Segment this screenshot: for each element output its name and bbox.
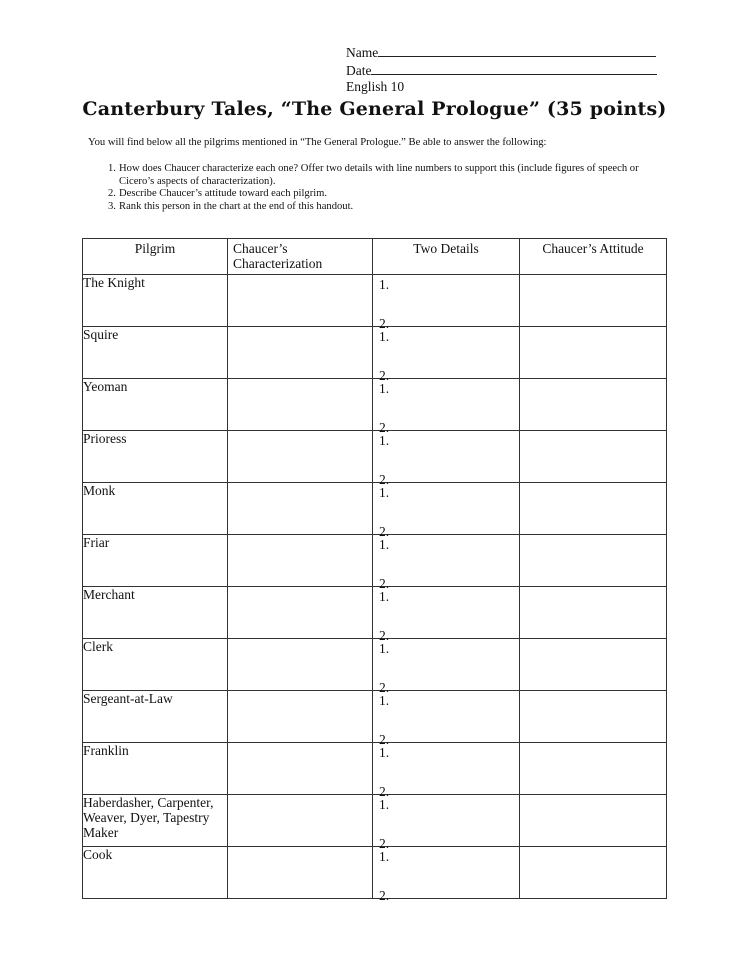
characterization-cell[interactable]: [228, 275, 373, 327]
detail-one-label: 1.: [379, 849, 390, 864]
detail-one-label: 1.: [379, 797, 390, 812]
pilgrim-name: Squire: [83, 327, 228, 379]
detail-two-label: 2.: [379, 888, 390, 903]
date-label: Date: [346, 62, 372, 78]
pilgrim-name: Cook: [83, 847, 228, 899]
attitude-cell[interactable]: [520, 743, 667, 795]
student-info-header: [346, 44, 657, 96]
pilgrim-name: Merchant: [83, 587, 228, 639]
characterization-cell[interactable]: [228, 483, 373, 535]
detail-two-label: 2.: [379, 784, 390, 799]
course-label: English 10: [346, 79, 405, 94]
header-two-details: Two Details: [373, 239, 520, 275]
instruction-text: Describe Chaucer’s attitude toward each pilgrim.: [119, 188, 328, 199]
instruction-text: Rank this person in the chart at the end of this handout.: [119, 200, 354, 212]
name-blank[interactable]: [378, 44, 656, 57]
date-line: [346, 62, 657, 80]
intro-text: You will find below all the pilgrims mentioned in “The General Prologue.” Be able to answer the following:: [88, 137, 547, 148]
instruction-item: [88, 163, 668, 188]
header-attitude: Chaucer’s Attitude: [520, 239, 667, 275]
detail-two-label: 2.: [379, 680, 390, 695]
detail-two-label: 2.: [379, 316, 390, 331]
pilgrim-name: Friar: [83, 535, 228, 587]
attitude-cell[interactable]: [520, 691, 667, 743]
detail-one-label: 1.: [379, 329, 390, 344]
pilgrim-name: Prioress: [83, 431, 228, 483]
detail-two-label: 2.: [379, 628, 390, 643]
table-row: [83, 743, 667, 795]
pilgrim-name: Sergeant-at-Law: [83, 691, 228, 743]
detail-two-label: 2.: [379, 732, 390, 747]
table-row: [83, 431, 667, 483]
table-header-row: [83, 239, 667, 275]
table-row: [83, 379, 667, 431]
details-cell[interactable]: [373, 691, 520, 747]
attitude-cell[interactable]: [520, 483, 667, 535]
detail-two-label: 2.: [379, 368, 390, 383]
table-row: [83, 275, 667, 327]
details-cell[interactable]: [373, 379, 520, 435]
instruction-number: 3.: [108, 200, 116, 212]
table-row: [83, 691, 667, 743]
detail-two-label: 2.: [379, 576, 390, 591]
table-row: [83, 327, 667, 379]
pilgrim-name: Monk: [83, 483, 228, 535]
name-label: Name: [346, 45, 379, 60]
table-row: [83, 483, 667, 535]
details-cell[interactable]: [373, 327, 520, 383]
detail-one-label: 1.: [379, 641, 390, 656]
detail-two-label: 2.: [379, 524, 390, 539]
attitude-cell[interactable]: [520, 327, 667, 379]
detail-two-label: 2.: [379, 836, 390, 851]
date-blank[interactable]: [371, 62, 657, 75]
detail-one-label: 1.: [379, 277, 390, 292]
details-cell[interactable]: [373, 275, 520, 331]
attitude-cell[interactable]: [520, 535, 667, 587]
table-row: [83, 535, 667, 587]
instruction-item: [88, 188, 668, 201]
detail-two-label: 2.: [379, 472, 390, 487]
details-cell[interactable]: [373, 431, 520, 487]
details-cell[interactable]: [373, 483, 520, 539]
instruction-number: 2.: [108, 188, 116, 199]
table-row: [83, 587, 667, 639]
instructions-list: [88, 163, 668, 213]
instruction-number: 1.: [108, 163, 116, 174]
instruction-text: How does Chaucer characterize each one? Offer two details with line numbers to support this (include figures of speech or Cicero’s aspects of characterization).: [119, 163, 639, 187]
details-cell[interactable]: [373, 587, 520, 643]
pilgrim-chart: [82, 238, 667, 903]
details-cell[interactable]: [373, 847, 520, 903]
table-row: [83, 847, 667, 899]
details-cell[interactable]: [373, 639, 520, 695]
characterization-cell[interactable]: [228, 743, 373, 795]
characterization-cell[interactable]: [228, 639, 373, 691]
detail-one-label: 1.: [379, 433, 390, 448]
detail-one-label: 1.: [379, 745, 390, 760]
table-row: [83, 639, 667, 691]
name-line: [346, 44, 657, 62]
attitude-cell[interactable]: [520, 275, 667, 327]
pilgrim-name: Haberdasher, Carpenter, Weaver, Dyer, Tapestry Maker: [83, 795, 228, 847]
characterization-cell[interactable]: [228, 535, 373, 587]
characterization-cell[interactable]: [228, 431, 373, 483]
characterization-cell[interactable]: [228, 379, 373, 431]
instruction-item: [88, 201, 668, 214]
pilgrim-name: Clerk: [83, 639, 228, 691]
detail-one-label: 1.: [379, 537, 390, 552]
detail-one-label: 1.: [379, 485, 390, 500]
attitude-cell[interactable]: [520, 431, 667, 483]
details-cell[interactable]: [373, 743, 520, 799]
pilgrim-name: The Knight: [83, 275, 228, 327]
characterization-cell[interactable]: [228, 795, 373, 847]
attitude-cell[interactable]: [520, 639, 667, 691]
attitude-cell[interactable]: [520, 587, 667, 639]
attitude-cell[interactable]: [520, 847, 667, 899]
page-title: Canterbury Tales, “The General Prologue” (35 points): [82, 98, 667, 120]
characterization-cell[interactable]: [228, 587, 373, 639]
pilgrim-name: Franklin: [83, 743, 228, 795]
characterization-cell[interactable]: [228, 847, 373, 899]
header-pilgrim: Pilgrim: [83, 239, 228, 275]
detail-one-label: 1.: [379, 589, 390, 604]
characterization-cell[interactable]: [228, 327, 373, 379]
detail-one-label: 1.: [379, 693, 390, 708]
attitude-cell[interactable]: [520, 379, 667, 431]
detail-one-label: 1.: [379, 381, 390, 396]
characterization-cell[interactable]: [228, 691, 373, 743]
details-cell[interactable]: [373, 535, 520, 591]
table-row: [83, 795, 667, 847]
pilgrim-name: Yeoman: [83, 379, 228, 431]
attitude-cell[interactable]: [520, 795, 667, 847]
detail-two-label: 2.: [379, 420, 390, 435]
header-characterization: Chaucer’s Characterization: [228, 239, 373, 275]
details-cell[interactable]: [373, 795, 520, 851]
table-body: [83, 275, 667, 903]
